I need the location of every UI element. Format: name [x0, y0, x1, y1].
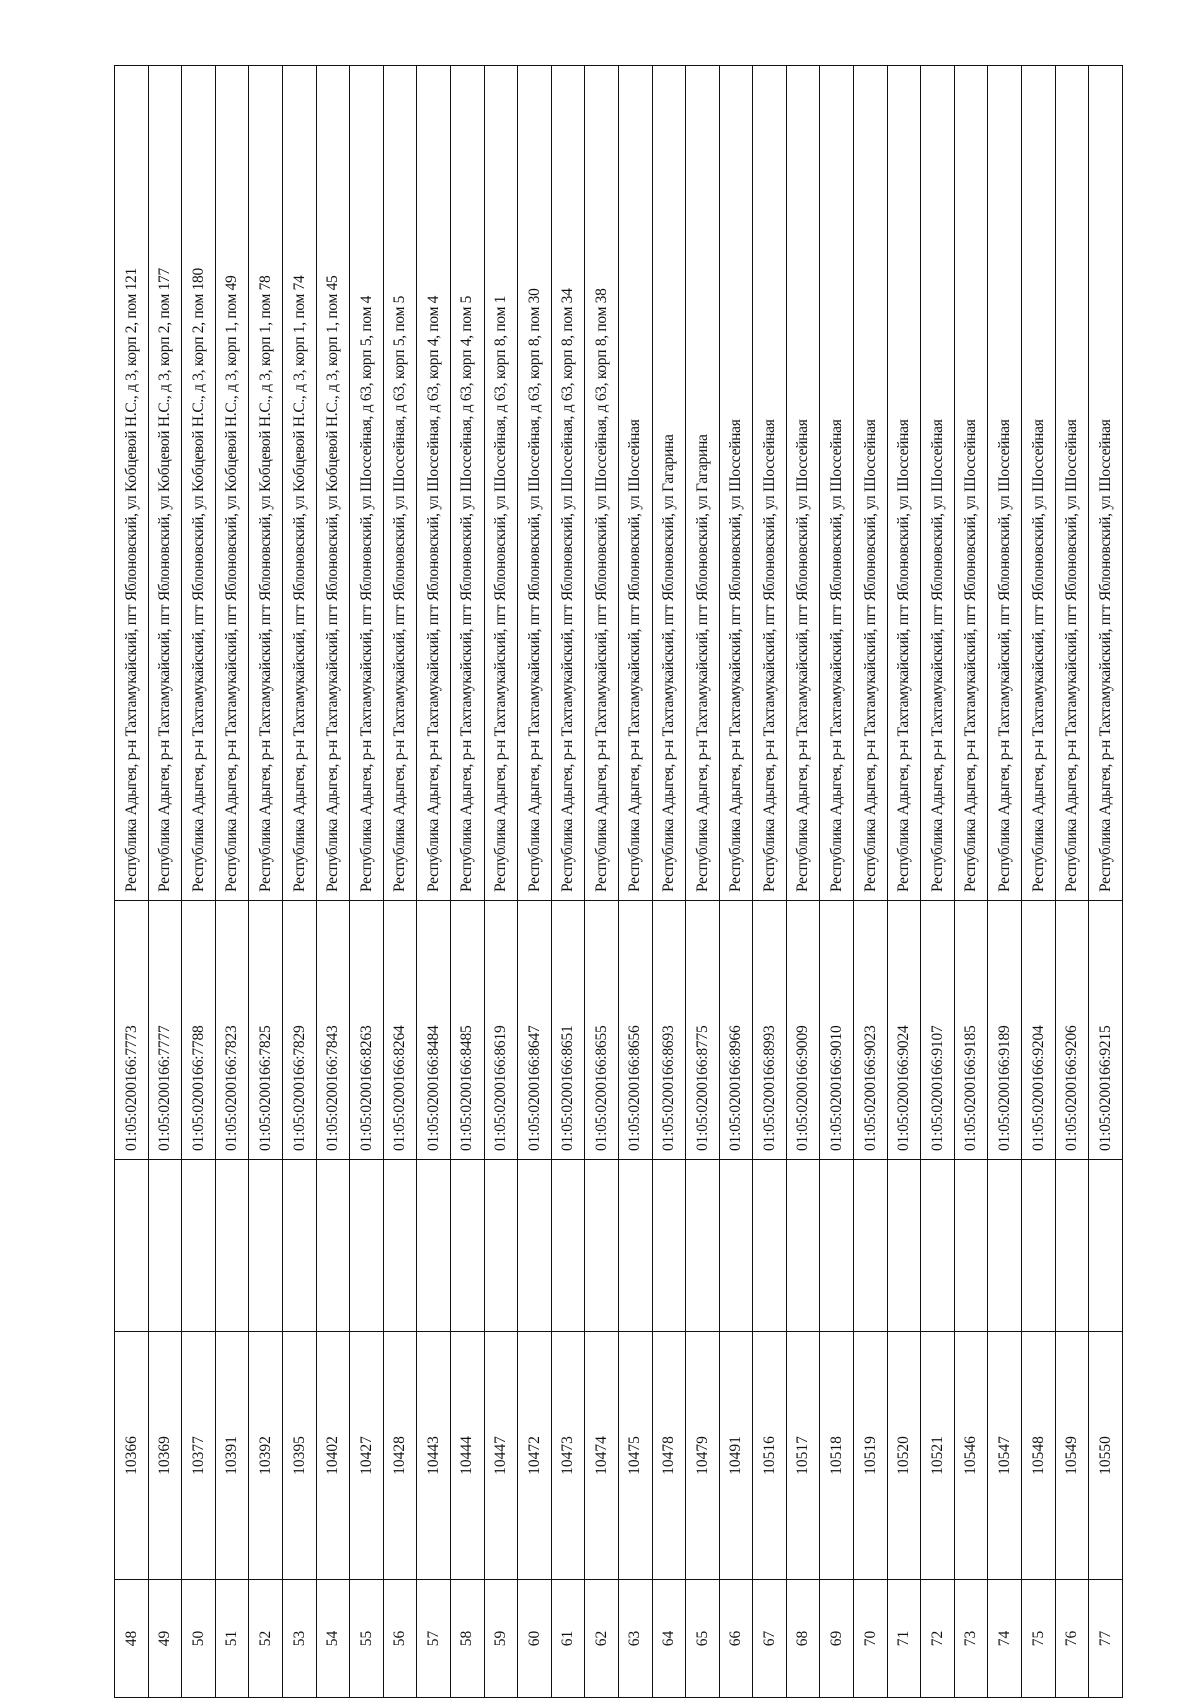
cadastral-number-cell: 01:05:0200166:9204 [1022, 901, 1056, 1160]
table-row [686, 66, 720, 1698]
cadastral-number-cell: 01:05:0200166:8264 [383, 901, 417, 1160]
address-cell: Республика Адыгея, р-н Тахтамукайский, пгт Яблоновский, ул Шоссейная [887, 66, 921, 901]
address-cell: Республика Адыгея, р-н Тахтамукайский, пгт Яблоновский, ул Шоссейная [753, 66, 787, 901]
address-cell: Республика Адыгея, р-н Тахтамукайский, пгт Яблоновский, ул Гагарина [686, 66, 720, 901]
address-cell: Республика Адыгея, р-н Тахтамукайский, пгт Яблоновский, ул Шоссейная [988, 66, 1022, 901]
object-id-cell: 10444 [450, 1332, 484, 1580]
blank-cell [1089, 1160, 1123, 1332]
blank-cell [820, 1160, 854, 1332]
blank-cell [215, 1160, 249, 1332]
row-number-cell: 68 [786, 1580, 820, 1698]
cadastral-number-cell: 01:05:0200166:7777 [148, 901, 182, 1160]
blank-cell [249, 1160, 283, 1332]
table-row [182, 66, 216, 1698]
cadastral-number-cell: 01:05:0200166:9024 [887, 901, 921, 1160]
blank-cell [148, 1160, 182, 1332]
cadastral-number-cell: 01:05:0200166:8966 [719, 901, 753, 1160]
address-cell: Республика Адыгея, р-н Тахтамукайский, пгт Яблоновский, ул Шоссейная, д 63, корп 8, пом 38 [585, 66, 619, 901]
object-id-cell: 10548 [1022, 1332, 1056, 1580]
cadastral-number-cell: 01:05:0200166:8647 [518, 901, 552, 1160]
address-cell: Республика Адыгея, р-н Тахтамукайский, пгт Яблоновский, ул Кобцевой Н.С., д 3, корп 2, пом 180 [182, 66, 216, 901]
blank-cell [518, 1160, 552, 1332]
blank-cell [652, 1160, 686, 1332]
row-number-cell: 56 [383, 1580, 417, 1698]
object-id-cell: 10549 [1055, 1332, 1089, 1580]
blank-cell [719, 1160, 753, 1332]
object-id-cell: 10475 [618, 1332, 652, 1580]
object-id-cell: 10478 [652, 1332, 686, 1580]
row-number-cell: 60 [518, 1580, 552, 1698]
row-number-cell: 62 [585, 1580, 619, 1698]
table-row [282, 66, 316, 1698]
cadastral-number-cell: 01:05:0200166:8993 [753, 901, 787, 1160]
cadastral-number-cell: 01:05:0200166:8656 [618, 901, 652, 1160]
object-id-cell: 10369 [148, 1332, 182, 1580]
blank-cell [1055, 1160, 1089, 1332]
object-id-cell: 10427 [350, 1332, 384, 1580]
table-row [854, 66, 888, 1698]
object-id-cell: 10479 [686, 1332, 720, 1580]
address-cell: Республика Адыгея, р-н Тахтамукайский, пгт Яблоновский, ул Шоссейная, д 63, корп 5, пом 5 [383, 66, 417, 901]
blank-cell [585, 1160, 619, 1332]
object-id-cell: 10377 [182, 1332, 216, 1580]
object-id-cell: 10520 [887, 1332, 921, 1580]
table-row [1022, 66, 1056, 1698]
row-number-cell: 49 [148, 1580, 182, 1698]
table-row [148, 66, 182, 1698]
table-row [954, 66, 988, 1698]
row-number-cell: 54 [316, 1580, 350, 1698]
row-number-cell: 67 [753, 1580, 787, 1698]
row-number-cell: 59 [484, 1580, 518, 1698]
table-row [417, 66, 451, 1698]
document-page [114, 66, 1114, 1698]
object-id-cell: 10402 [316, 1332, 350, 1580]
cadastral-number-cell: 01:05:0200166:9023 [854, 901, 888, 1160]
blank-cell [316, 1160, 350, 1332]
object-id-cell: 10473 [551, 1332, 585, 1580]
object-id-cell: 10491 [719, 1332, 753, 1580]
register-table-body [115, 66, 1123, 1698]
cadastral-number-cell: 01:05:0200166:7823 [215, 901, 249, 1160]
address-cell: Республика Адыгея, р-н Тахтамукайский, пгт Яблоновский, ул Шоссейная, д 63, корп 4, пом 4 [417, 66, 451, 901]
address-cell: Республика Адыгея, р-н Тахтамукайский, пгт Яблоновский, ул Шоссейная [719, 66, 753, 901]
object-id-cell: 10443 [417, 1332, 451, 1580]
row-number-cell: 69 [820, 1580, 854, 1698]
address-cell: Республика Адыгея, р-н Тахтамукайский, пгт Яблоновский, ул Шоссейная [954, 66, 988, 901]
address-cell: Республика Адыгея, р-н Тахтамукайский, пгт Яблоновский, ул Шоссейная, д 63, корп 4, пом 5 [450, 66, 484, 901]
cadastral-number-cell: 01:05:0200166:7773 [115, 901, 149, 1160]
address-cell: Республика Адыгея, р-н Тахтамукайский, пгт Яблоновский, ул Шоссейная [921, 66, 955, 901]
row-number-cell: 63 [618, 1580, 652, 1698]
address-cell: Республика Адыгея, р-н Тахтамукайский, пгт Яблоновский, ул Кобцевой Н.С., д 3, корп 2, пом 121 [115, 66, 149, 901]
row-number-cell: 65 [686, 1580, 720, 1698]
blank-cell [484, 1160, 518, 1332]
table-row [350, 66, 384, 1698]
object-id-cell: 10366 [115, 1332, 149, 1580]
row-number-cell: 72 [921, 1580, 955, 1698]
blank-cell [887, 1160, 921, 1332]
address-cell: Республика Адыгея, р-н Тахтамукайский, пгт Яблоновский, ул Гагарина [652, 66, 686, 901]
table-row [753, 66, 787, 1698]
object-id-cell: 10474 [585, 1332, 619, 1580]
table-row [115, 66, 149, 1698]
rotated-table-frame [114, 66, 1114, 1698]
object-id-cell: 10395 [282, 1332, 316, 1580]
object-id-cell: 10392 [249, 1332, 283, 1580]
row-number-cell: 53 [282, 1580, 316, 1698]
row-number-cell: 50 [182, 1580, 216, 1698]
cadastral-number-cell: 01:05:0200166:8775 [686, 901, 720, 1160]
table-row [316, 66, 350, 1698]
blank-cell [954, 1160, 988, 1332]
blank-cell [1022, 1160, 1056, 1332]
address-cell: Республика Адыгея, р-н Тахтамукайский, пгт Яблоновский, ул Шоссейная, д 63, корп 8, пом 30 [518, 66, 552, 901]
table-row [1055, 66, 1089, 1698]
address-cell: Республика Адыгея, р-н Тахтамукайский, пгт Яблоновский, ул Шоссейная [820, 66, 854, 901]
blank-cell [115, 1160, 149, 1332]
row-number-cell: 58 [450, 1580, 484, 1698]
address-cell: Республика Адыгея, р-н Тахтамукайский, пгт Яблоновский, ул Шоссейная [1089, 66, 1123, 901]
row-number-cell: 77 [1089, 1580, 1123, 1698]
blank-cell [282, 1160, 316, 1332]
object-id-cell: 10521 [921, 1332, 955, 1580]
row-number-cell: 70 [854, 1580, 888, 1698]
address-cell: Республика Адыгея, р-н Тахтамукайский, пгт Яблоновский, ул Шоссейная, д 63, корп 8, пом 34 [551, 66, 585, 901]
table-row [1089, 66, 1123, 1698]
table-row [887, 66, 921, 1698]
cadastral-number-cell: 01:05:0200166:9189 [988, 901, 1022, 1160]
cadastral-number-cell: 01:05:0200166:9009 [786, 901, 820, 1160]
cadastral-number-cell: 01:05:0200166:9010 [820, 901, 854, 1160]
row-number-cell: 57 [417, 1580, 451, 1698]
row-number-cell: 75 [1022, 1580, 1056, 1698]
cadastral-number-cell: 01:05:0200166:8485 [450, 901, 484, 1160]
cadastral-number-cell: 01:05:0200166:8655 [585, 901, 619, 1160]
row-number-cell: 74 [988, 1580, 1022, 1698]
table-row [786, 66, 820, 1698]
address-cell: Республика Адыгея, р-н Тахтамукайский, пгт Яблоновский, ул Шоссейная [1055, 66, 1089, 901]
table-row [551, 66, 585, 1698]
row-number-cell: 48 [115, 1580, 149, 1698]
blank-cell [618, 1160, 652, 1332]
cadastral-number-cell: 01:05:0200166:7829 [282, 901, 316, 1160]
object-id-cell: 10447 [484, 1332, 518, 1580]
blank-cell [786, 1160, 820, 1332]
address-cell: Республика Адыгея, р-н Тахтамукайский, пгт Яблоновский, ул Шоссейная [786, 66, 820, 901]
blank-cell [921, 1160, 955, 1332]
cadastral-number-cell: 01:05:0200166:9107 [921, 901, 955, 1160]
blank-cell [753, 1160, 787, 1332]
blank-cell [182, 1160, 216, 1332]
blank-cell [551, 1160, 585, 1332]
object-id-cell: 10519 [854, 1332, 888, 1580]
address-cell: Республика Адыгея, р-н Тахтамукайский, пгт Яблоновский, ул Кобцевой Н.С., д 3, корп 1, пом 45 [316, 66, 350, 901]
cadastral-number-cell: 01:05:0200166:9185 [954, 901, 988, 1160]
cadastral-number-cell: 01:05:0200166:8619 [484, 901, 518, 1160]
table-row [820, 66, 854, 1698]
object-id-cell: 10550 [1089, 1332, 1123, 1580]
object-id-cell: 10472 [518, 1332, 552, 1580]
row-number-cell: 64 [652, 1580, 686, 1698]
blank-cell [450, 1160, 484, 1332]
cadastral-number-cell: 01:05:0200166:8693 [652, 901, 686, 1160]
cadastral-number-cell: 01:05:0200166:8651 [551, 901, 585, 1160]
blank-cell [350, 1160, 384, 1332]
table-row [215, 66, 249, 1698]
table-row [383, 66, 417, 1698]
address-cell: Республика Адыгея, р-н Тахтамукайский, пгт Яблоновский, ул Шоссейная [1022, 66, 1056, 901]
cadastral-number-cell: 01:05:0200166:9215 [1089, 901, 1123, 1160]
row-number-cell: 51 [215, 1580, 249, 1698]
address-cell: Республика Адыгея, р-н Тахтамукайский, пгт Яблоновский, ул Кобцевой Н.С., д 3, корп 1, пом 78 [249, 66, 283, 901]
cadastral-number-cell: 01:05:0200166:9206 [1055, 901, 1089, 1160]
row-number-cell: 73 [954, 1580, 988, 1698]
cadastral-number-cell: 01:05:0200166:8484 [417, 901, 451, 1160]
blank-cell [686, 1160, 720, 1332]
table-row [518, 66, 552, 1698]
address-cell: Республика Адыгея, р-н Тахтамукайский, пгт Яблоновский, ул Кобцевой Н.С., д 3, корп 1, пом 74 [282, 66, 316, 901]
table-row [921, 66, 955, 1698]
property-register-table [114, 65, 1123, 1698]
table-row [988, 66, 1022, 1698]
address-cell: Республика Адыгея, р-н Тахтамукайский, пгт Яблоновский, ул Кобцевой Н.С., д 3, корп 2, пом 177 [148, 66, 182, 901]
blank-cell [383, 1160, 417, 1332]
object-id-cell: 10518 [820, 1332, 854, 1580]
address-cell: Республика Адыгея, р-н Тахтамукайский, пгт Яблоновский, ул Кобцевой Н.С., д 3, корп 1, пом 49 [215, 66, 249, 901]
cadastral-number-cell: 01:05:0200166:7843 [316, 901, 350, 1160]
table-row [652, 66, 686, 1698]
row-number-cell: 52 [249, 1580, 283, 1698]
blank-cell [854, 1160, 888, 1332]
row-number-cell: 71 [887, 1580, 921, 1698]
row-number-cell: 76 [1055, 1580, 1089, 1698]
table-row [249, 66, 283, 1698]
object-id-cell: 10428 [383, 1332, 417, 1580]
cadastral-number-cell: 01:05:0200166:7788 [182, 901, 216, 1160]
object-id-cell: 10546 [954, 1332, 988, 1580]
table-row [618, 66, 652, 1698]
blank-cell [988, 1160, 1022, 1332]
object-id-cell: 10517 [786, 1332, 820, 1580]
table-row [719, 66, 753, 1698]
address-cell: Республика Адыгея, р-н Тахтамукайский, пгт Яблоновский, ул Шоссейная, д 63, корп 5, пом 4 [350, 66, 384, 901]
row-number-cell: 55 [350, 1580, 384, 1698]
cadastral-number-cell: 01:05:0200166:7825 [249, 901, 283, 1160]
row-number-cell: 66 [719, 1580, 753, 1698]
object-id-cell: 10516 [753, 1332, 787, 1580]
cadastral-number-cell: 01:05:0200166:8263 [350, 901, 384, 1160]
object-id-cell: 10547 [988, 1332, 1022, 1580]
table-row [450, 66, 484, 1698]
blank-cell [417, 1160, 451, 1332]
address-cell: Республика Адыгея, р-н Тахтамукайский, пгт Яблоновский, ул Шоссейная [854, 66, 888, 901]
table-row [585, 66, 619, 1698]
object-id-cell: 10391 [215, 1332, 249, 1580]
table-row [484, 66, 518, 1698]
address-cell: Республика Адыгея, р-н Тахтамукайский, пгт Яблоновский, ул Шоссейная, д 63, корп 8, пом 1 [484, 66, 518, 901]
address-cell: Республика Адыгея, р-н Тахтамукайский, пгт Яблоновский, ул Шоссейная [618, 66, 652, 901]
row-number-cell: 61 [551, 1580, 585, 1698]
